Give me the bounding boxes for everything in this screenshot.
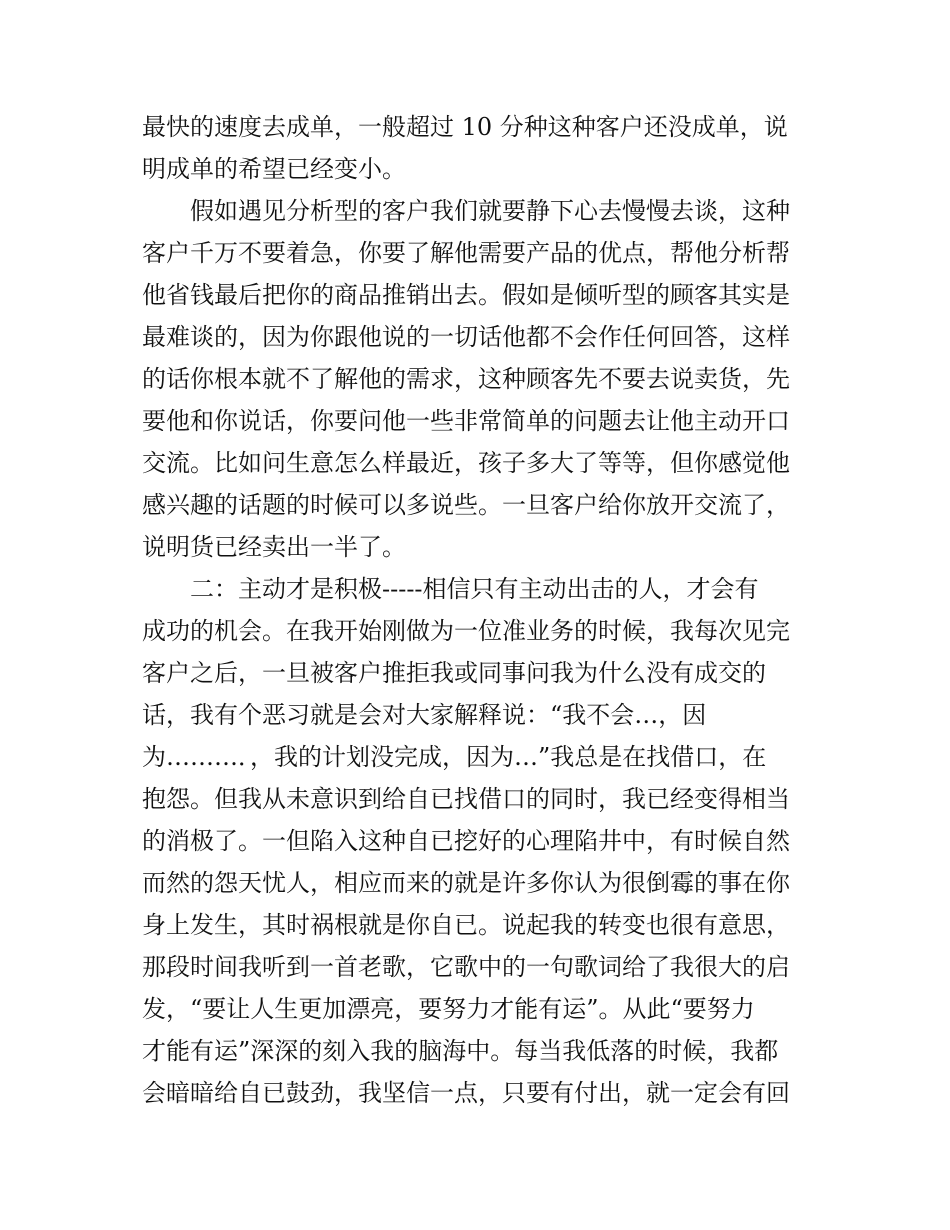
text-line: 为………．，我的计划没完成，因为…”我总是在找借口，在	[142, 743, 767, 771]
text-line: 发，“要让人生更加漂亮，要努力才能有运”。从此“要努力	[142, 995, 755, 1023]
text-line: 客户之后，一旦被客户推拒我或同事问我为什么没有成交的	[142, 659, 766, 687]
text-line: 客户千万不要着急，你要了解他需要产品的优点，帮他分析帮	[142, 239, 790, 267]
text-line: 而然的怨天忧人，相应而来的就是许多你认为很倒霉的事在你	[142, 869, 790, 897]
text-line: 要他和你说话，你要问他一些非常简单的问题去让他主动开口	[142, 407, 790, 435]
text-line: 交流。比如问生意怎么样最近，孩子多大了等等，但你感觉他	[142, 449, 790, 477]
body-text	[142, 106, 810, 1114]
text-line: 感兴趣的话题的时候可以多说些。一旦客户给你放开交流了，	[142, 491, 790, 519]
text-line: 最难谈的，因为你跟他说的一切话他都不会作任何回答，这样	[142, 323, 790, 351]
text-line: 说明货已经卖出一半了。	[142, 533, 406, 561]
text-line: 的话你根本就不了解他的需求，这种顾客先不要去说卖货，先	[142, 365, 790, 393]
text-line: 才能有运”深深的刻入我的脑海中。每当我低落的时候，我都	[142, 1037, 779, 1065]
text-line: 会暗暗给自已鼓劲，我坚信一点，只要有付出，就一定会有回	[142, 1079, 790, 1107]
text-line: 抱怨。但我从未意识到给自已找借口的同时，我已经变得相当	[142, 785, 790, 813]
text-line: 身上发生，其时祸根就是你自已。说起我的转变也很有意思，	[142, 911, 790, 939]
text-line: 那段时间我听到一首老歌，它歌中的一句歌词给了我很大的启	[142, 953, 790, 981]
text-line: 的消极了。一但陷入这种自已挖好的心理陷井中，有时候自然	[142, 827, 790, 855]
text-line: 他省钱最后把你的商品推销出去。假如是倾听型的顾客其实是	[142, 281, 790, 309]
text-line: 假如遇见分析型的客户我们就要静下心去慢慢去谈，这种	[142, 197, 790, 225]
text-line: 最快的速度去成单，一般超过 10 分种这种客户还没成单，说	[142, 113, 788, 141]
text-line: 明成单的希望已经变小。	[142, 155, 406, 183]
text-line: 话，我有个恶习就是会对大家解释说：“我不会…，因	[142, 701, 707, 729]
text-line: 二：主动才是积极-----相信只有主动出击的人，才会有	[142, 575, 759, 603]
text-line: 成功的机会。在我开始刚做为一位准业务的时候，我每次见完	[142, 617, 790, 645]
